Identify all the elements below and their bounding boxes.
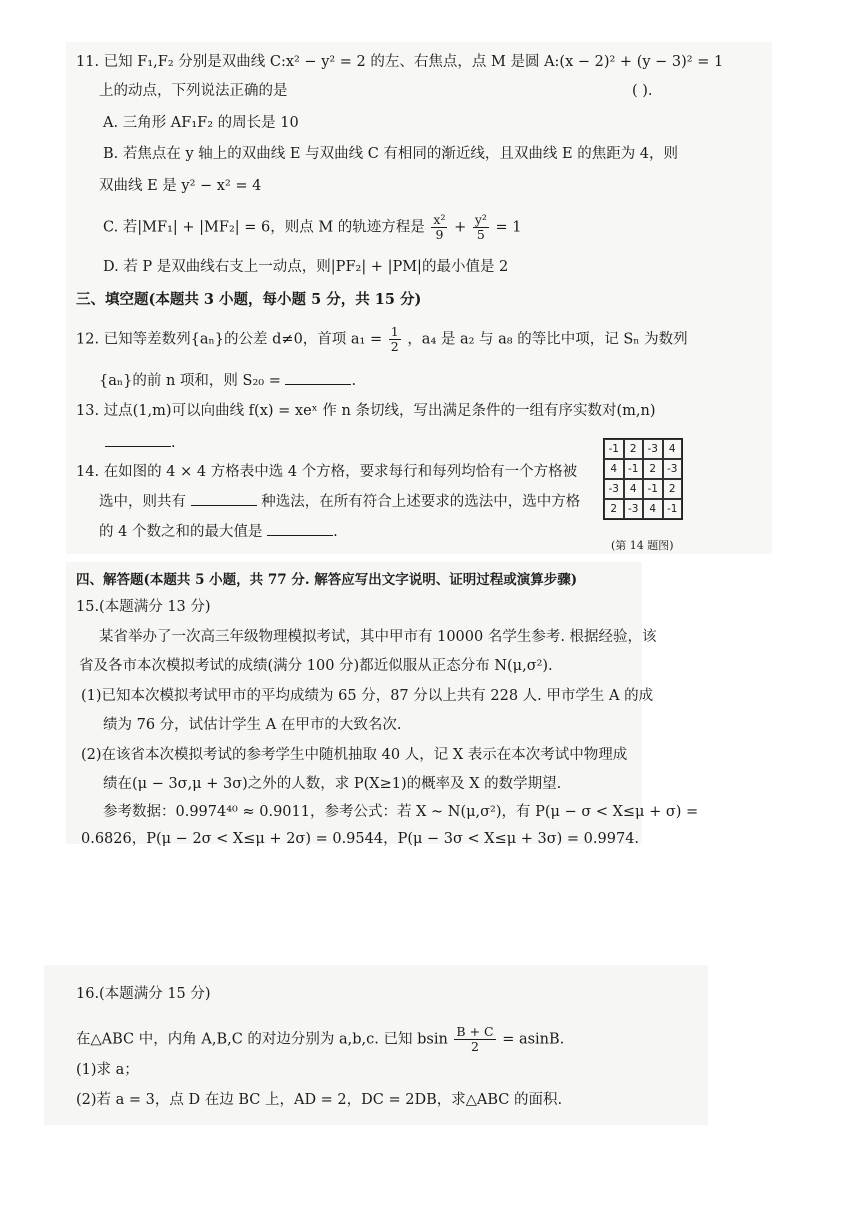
grid-cell: -3	[624, 499, 644, 519]
q14-line-1: 14. 在如图的 4 × 4 方格表中选 4 个方格，要求每行和每列均恰有一个方格被	[76, 464, 578, 480]
answer-blank	[105, 432, 171, 447]
q11-option-d: D. 若 P 是双曲线右支上一动点，则|PF₂| + |PM|的最小值是 2	[103, 259, 509, 275]
q15-reference-line-2: 0.6826，P(μ − 2σ < X≤μ + 2σ) = 0.9544，P(μ − 3σ < X≤μ + 3σ) = 0.9974.	[81, 831, 640, 847]
grid-cell: 2	[604, 499, 624, 519]
section-3-heading: 三、填空题(本题共 3 小题，每小题 5 分，共 15 分)	[76, 291, 422, 308]
q13-line-2: .	[105, 432, 176, 453]
q11-stem-line-2: 上的动点，下列说法正确的是	[99, 83, 288, 99]
q14-number-grid	[603, 438, 683, 520]
grid-cell: 2	[663, 479, 683, 499]
grid-cell: -3	[643, 439, 663, 459]
answer-blank	[191, 491, 257, 506]
fraction: $\frac{1}{2}$	[390, 324, 399, 354]
grid-cell: 2	[643, 459, 663, 479]
q15-part-1-line-2: 绩为 76 分，试估计学生 A 在甲市的大致名次.	[103, 717, 402, 733]
grid-cell: -1	[643, 479, 663, 499]
grid-cell: 4	[604, 459, 624, 479]
grid-cell: 4	[624, 479, 644, 499]
q11-answer-paren: ( ).	[632, 83, 653, 99]
section-4-heading: 四、解答题(本题共 5 小题，共 77 分. 解答应写出文字说明、证明过程或演算步骤)	[76, 572, 578, 588]
grid-cell: -1	[624, 459, 644, 479]
q14-line-3: 的 4 个数之和的最大值是 .	[99, 521, 338, 542]
q16-heading: 16.(本题满分 15 分)	[76, 986, 211, 1002]
grid-cell: -1	[604, 439, 624, 459]
grid-cell: -3	[604, 479, 624, 499]
q15-paragraph-line-1: 某省举办了一次高三年级物理模拟考试，其中甲市有 10000 名学生参考. 根据经验，该	[99, 629, 657, 645]
grid-cell: 2	[624, 439, 644, 459]
grid-cell: -3	[663, 459, 683, 479]
fraction: $\frac{\text{x²}}{9}$	[433, 212, 446, 242]
q15-paragraph-line-2: 省及各市本次模拟考试的成绩(满分 100 分)都近似服从正态分布 N(μ,σ²).	[79, 658, 553, 674]
grid-cell: -1	[663, 499, 683, 519]
q16-stem: 在△ABC 中，内角 A,B,C 的对边分别为 a,b,c. 已知 bsin $\frac{B + C}{2}$ = asinB.	[76, 1024, 565, 1054]
q16-part-2: (2)若 a = 3，点 D 在边 BC 上，AD = 2，DC = 2DB，求△ABC 的面积.	[76, 1092, 563, 1108]
q11-option-c-text: C. 若|MF₁| + |MF₂| = 6，则点 M 的轨迹方程是	[103, 219, 425, 236]
fraction: $\frac{B + C}{2}$	[456, 1024, 494, 1054]
grid-cell: 4	[643, 499, 663, 519]
q12-line-2: {aₙ}的前 n 项和，则 S₂₀ = .	[99, 370, 356, 391]
q15-reference-line-1: 参考数据：0.9974⁴⁰ ≈ 0.9011，参考公式：若 X ~ N(μ,σ²)，有 P(μ − σ < X≤μ + σ) =	[103, 804, 699, 820]
grid-cell: 4	[663, 439, 683, 459]
q11-option-b-line-2: 双曲线 E 是 y² − x² = 4	[99, 178, 262, 194]
q11-stem-line-1: 11. 已知 F₁,F₂ 分别是双曲线 C:x² − y² = 2 的左、右焦点，点 M 是圆 A:(x − 2)² + (y − 3)² = 1	[76, 54, 724, 70]
answer-blank	[285, 370, 351, 385]
q16-part-1: (1)求 a；	[76, 1062, 139, 1078]
q15-part-2-line-2: 绩在(μ − 3σ,μ + 3σ)之外的人数，求 P(X≥1)的概率及 X 的数学期望.	[103, 776, 562, 792]
q14-line-2: 选中，则共有 种选法，在所有符合上述要求的选法中，选中方格	[99, 491, 580, 512]
q15-part-1-line-1: (1)已知本次模拟考试甲市的平均成绩为 65 分，87 分以上共有 228 人. 甲市学生 A 的成	[81, 688, 654, 704]
q14-figure-caption: (第 14 题图)	[611, 539, 674, 552]
q11-option-c: C. 若|MF₁| + |MF₂| = 6，则点 M 的轨迹方程是 $\frac{\text{x²}}{9}$ + $\frac{\text{y²}}{5}$ = 1	[103, 212, 522, 242]
q12-line-1: 12. 已知等差数列{aₙ}的公差 d≠0，首项 a₁ = $\frac{1}{2}$ ，a₄ 是 a₂ 与 a₈ 的等比中项，记 Sₙ 为数列	[76, 324, 688, 354]
answer-blank	[267, 521, 333, 536]
q11-option-b-line-1: B. 若焦点在 y 轴上的双曲线 E 与双曲线 C 有相同的渐近线，且双曲线 E 的焦距为 4，则	[103, 146, 679, 162]
q11-option-a: A. 三角形 AF₁F₂ 的周长是 10	[103, 115, 299, 131]
q13-line-1: 13. 过点(1,m)可以向曲线 f(x) = xeˣ 作 n 条切线，写出满足条件的一组有序实数对(m,n)	[76, 403, 656, 419]
q15-part-2-line-1: (2)在该省本次模拟考试的参考学生中随机抽取 40 人，记 X 表示在本次考试中物理成	[81, 747, 628, 763]
fraction: $\frac{\text{y²}}{5}$	[474, 212, 487, 242]
q15-heading: 15.(本题满分 13 分)	[76, 599, 211, 615]
